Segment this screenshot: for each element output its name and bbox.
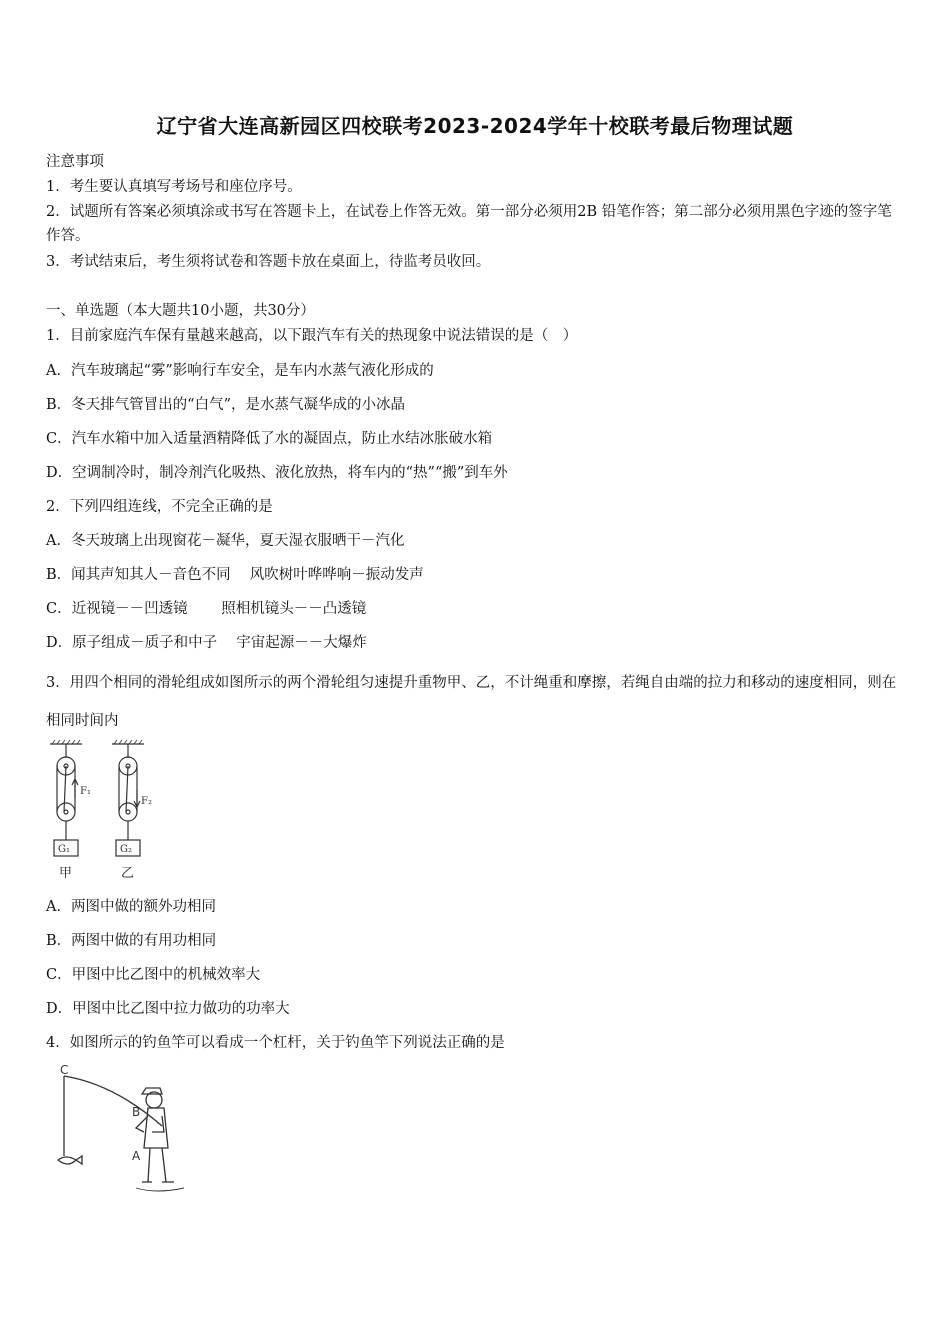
option: B．两图中做的有用功相同 <box>46 933 217 949</box>
notice-item: 1．考生要认真填写考场号和座位序号。 <box>46 179 302 195</box>
option: A．两图中做的额外功相同 <box>46 899 216 915</box>
question-stem: 2．下列四组连线，不完全正确的是 <box>46 499 273 515</box>
question-stem: 4．如图所示的钓鱼竿可以看成一个杠杆，关于钓鱼竿下列说法正确的是 <box>46 1035 505 1051</box>
option: A．汽车玻璃起“雾”影响行车安全，是车内水蒸气液化形成的 <box>46 363 434 379</box>
page-title: 辽宁省大连高新园区四校联考2023-2024学年十校联考最后物理试题 <box>156 114 794 138</box>
notice-item: 3．考试结束后，考生须将试卷和答题卡放在桌面上，待监考员收回。 <box>46 254 491 270</box>
question-stem: 3．用四个相同的滑轮组成如图所示的两个滑轮组匀速提升重物甲、乙，不计绳重和摩擦，若绳自由端的拉力和移动的速度相同，则在相同时间内 <box>46 675 897 729</box>
fishing-rod-figure <box>44 1064 204 1209</box>
label-c: C <box>60 1064 69 1077</box>
option: A．冬天玻璃上出现窗花－凝华，夏天湿衣服晒干－汽化 <box>46 533 405 549</box>
option: D．原子组成－质子和中子 宇宙起源－－大爆炸 <box>46 635 367 651</box>
option: B．冬天排气管冒出的“白气”，是水蒸气凝华成的小冰晶 <box>46 397 405 413</box>
label-g2: G₂ <box>120 844 132 855</box>
option: B．闻其声知其人－音色不同 风吹树叶哗哗响－振动发声 <box>46 567 424 583</box>
section-heading: 一、单选题（本大题共10小题，共30分） <box>46 303 315 319</box>
option: C．近视镜－－凹透镜 照相机镜头－－凸透镜 <box>46 601 367 617</box>
label-f2: F₂ <box>141 796 152 807</box>
label-g1: G₁ <box>58 844 70 855</box>
label-jia: 甲 <box>59 866 73 881</box>
label-f1: F₁ <box>80 786 91 797</box>
notice-heading: 注意事项 <box>46 154 104 170</box>
option: D．空调制冷时，制冷剂汽化吸热、液化放热，将车内的“热”“搬”到车外 <box>46 465 508 481</box>
option: D．甲图中比乙图中拉力做功的功率大 <box>46 1001 290 1017</box>
label-b: B <box>132 1105 141 1119</box>
label-a: A <box>132 1149 141 1163</box>
option: C．汽车水箱中加入适量酒精降低了水的凝固点，防止水结冰胀破水箱 <box>46 431 493 447</box>
notice-item: 2．试题所有答案必须填涂或书写在答题卡上，在试卷上作答无效。第一部分必须用2B 铅笔作答；第二部分必须用黑色字迹的签字笔作答。 <box>46 204 892 244</box>
option: C．甲图中比乙图中的机械效率大 <box>46 967 261 983</box>
pulley-figure <box>40 738 170 883</box>
question-stem: 1．目前家庭汽车保有量越来越高，以下跟汽车有关的热现象中说法错误的是（ ） <box>46 328 578 344</box>
label-yi: 乙 <box>121 866 135 881</box>
